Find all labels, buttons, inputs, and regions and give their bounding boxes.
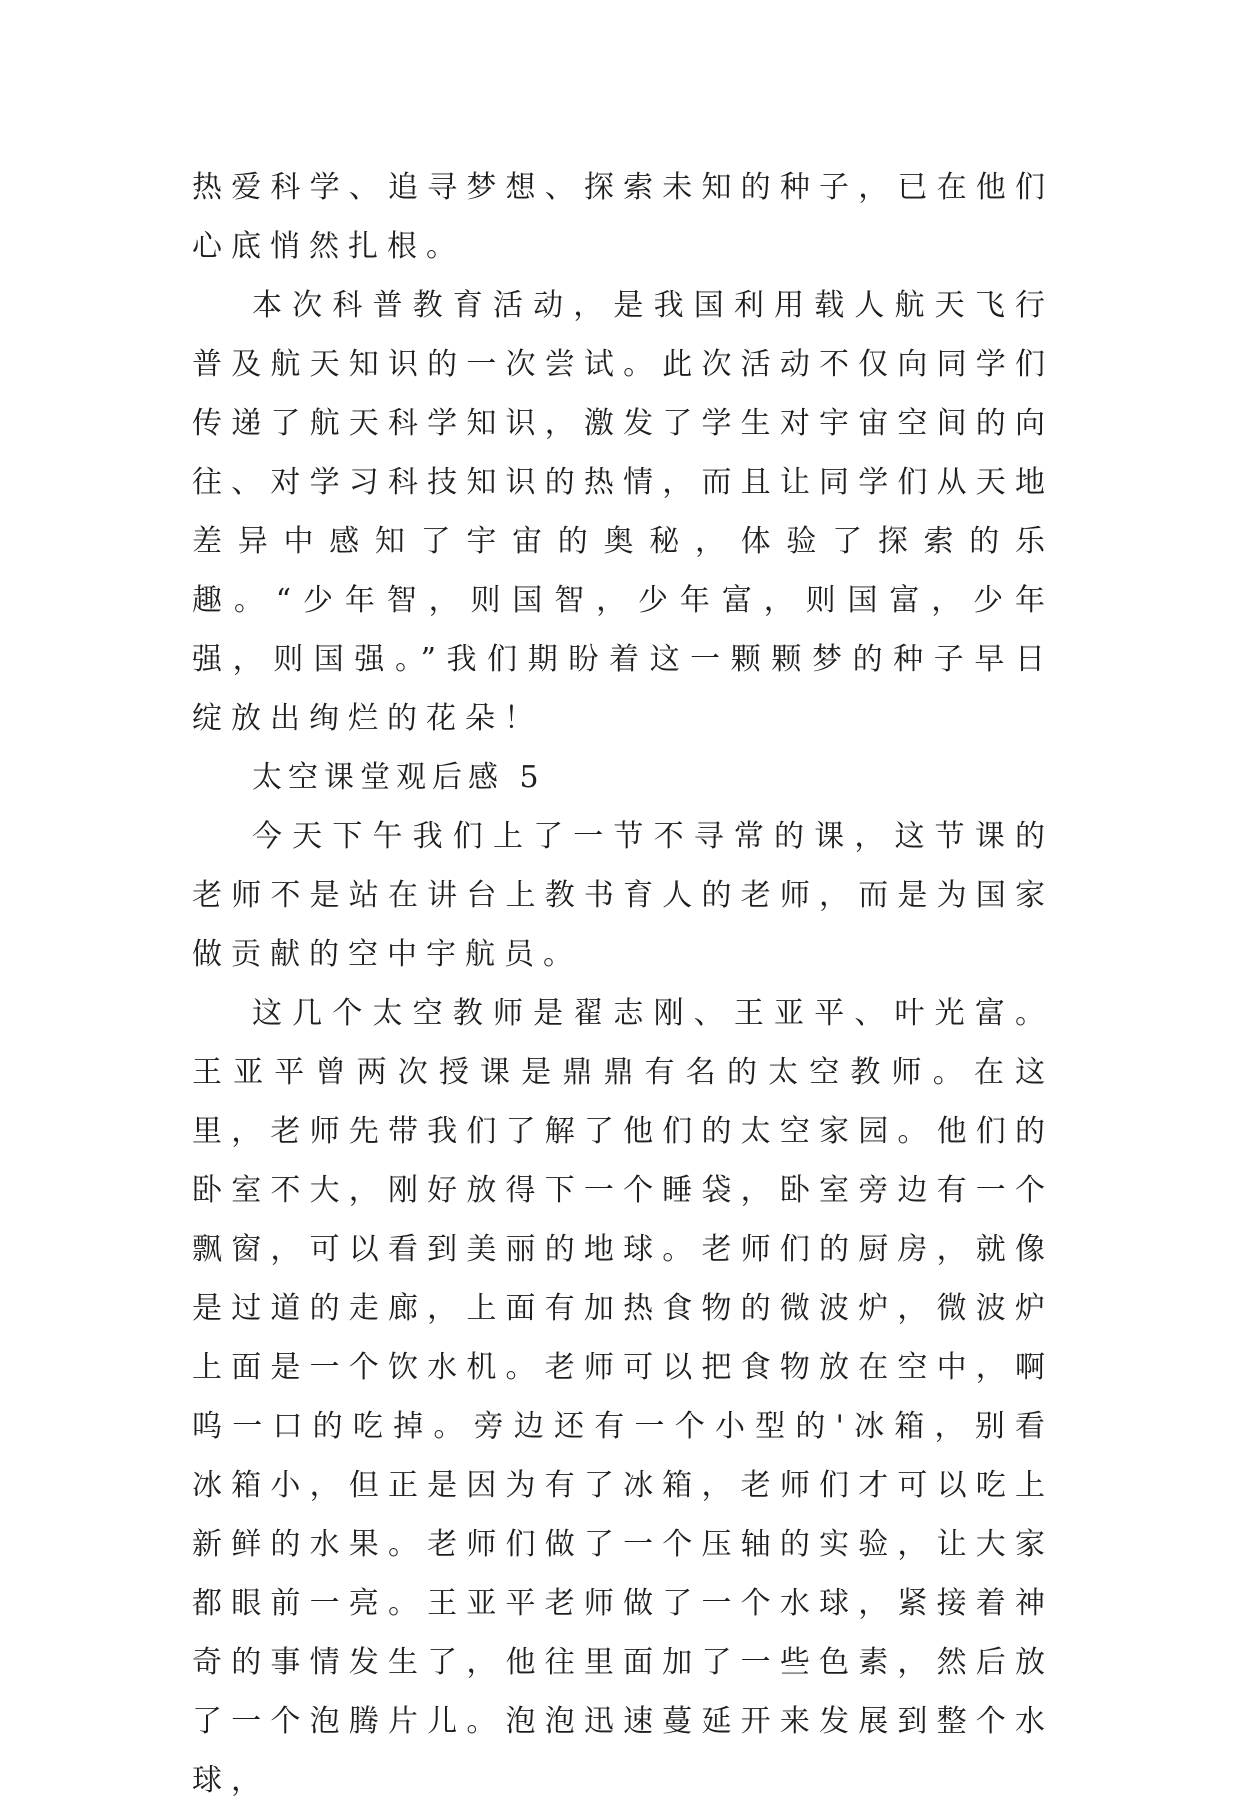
body-text [192,158,1054,1810]
section-heading: 太空课堂观后感 5 [252,760,545,795]
paragraph: 今天下午我们上了一节不寻常的课，这节课的老师不是站在讲台上教书育人的老师，而是为国家做贡献的空中宇航员。 [192,819,1054,972]
paragraph: 本次科普教育活动，是我国利用载人航天飞行普及航天知识的一次尝试。此次活动不仅向同学们传递了航天科学知识，激发了学生对宇宙空间的向往、对学习科技知识的热情，而且让同学们从天地差异中感知了宇宙的奥秘，体验了探索的乐趣。“少年智，则国智，少年富，则国富，少年强，则国强。”我们期盼着这一颗颗梦的种子早日绽放出绚烂的花朵！ [192,288,1054,736]
paragraph: 这几个太空教师是翟志刚、王亚平、叶光富。王亚平曾两次授课是鼎鼎有名的太空教师。在这里，老师先带我们了解了他们的太空家园。他们的卧室不大，刚好放得下一个睡袋，卧室旁边有一个飘窗，可以看到美丽的地球。老师们的厨房，就像是过道的走廊，上面有加热食物的微波炉，微波炉上面是一个饮水机。老师可以把食物放在空中，啊呜一口的吃掉。旁边还有一个小型的'冰箱，别看冰箱小，但正是因为有了冰箱，老师们才可以吃上新鲜的水果。老师们做了一个压轴的实验，让大家都眼前一亮。王亚平老师做了一个水球，紧接着神奇的事情发生了，他往里面加了一些色素，然后放了一个泡腾片儿。泡泡迅速蔓延开来发展到整个水球， [192,996,1054,1798]
paragraph: 热爱科学、追寻梦想、探索未知的种子，已在他们心底悄然扎根。 [192,170,1054,264]
